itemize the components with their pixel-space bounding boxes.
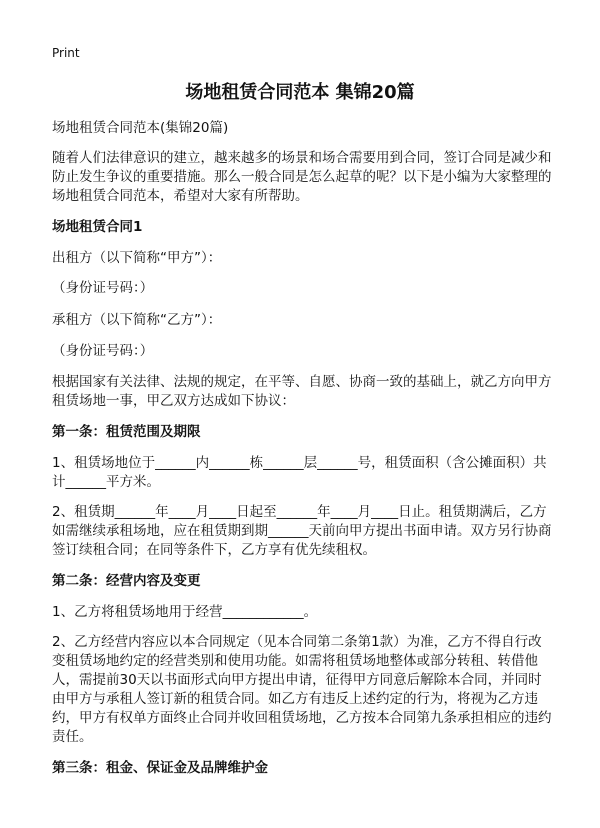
contract-heading: 场地租赁合同1 (52, 219, 143, 235)
print-link[interactable]: Print (52, 46, 80, 60)
lessor-id-line: （身份证号码：） (52, 280, 154, 296)
article1-item2: 2、租赁期______年____月____日起至______年____月____日止。租赁期满后，乙方如需继续承租场地，应在租赁期到期______天前向甲方提出书面申请。双方另行协商签订续租合同；在同等条件下，乙方享有优先续租权。 (52, 504, 552, 558)
article2-item1: 1、乙方将租赁场地用于经营____________。 (52, 604, 318, 620)
intro-paragraph: 随着人们法律意识的建立，越来越多的场景和场合需要用到合同，签订合同是减少和防止发生争议的重要措施。那么一般合同是怎么起草的呢？以下是小编为大家整理的场地租赁合同范本，希望对大家有所帮助。 (52, 150, 552, 204)
article2-item2: 2、乙方经营内容应以本合同规定（见本合同第二条第1款）为准，乙方不得自行改变租赁场地约定的经营类别和使用功能。如需将租赁场地整体或部分转租、转借他人，需提前30天以书面形式向甲方提出申请，征得甲方同意后解除本合同，并同时由甲方与承租人签订新的租赁合同。如乙方有违反上述约定的行为，将视为乙方违约，甲方有权单方面终止合同并收回租赁场地，乙方按本合同第九条承担相应的违约责任。 (52, 634, 552, 745)
preamble-paragraph: 根据国家有关法律、法规的规定，在平等、自愿、协商一致的基础上，就乙方向甲方租赁场地一事，甲乙双方达成如下协议： (52, 374, 552, 409)
lessor-line: 出租方（以下简称“甲方”）： (52, 250, 222, 266)
subtitle: 场地租赁合同范本(集锦20篇) (52, 120, 229, 136)
article2-heading: 第二条：经营内容及变更 (52, 573, 201, 589)
page-title: 场地租赁合同范本 集锦20篇 (185, 82, 415, 103)
lessee-line: 承租方（以下简称“乙方”）： (52, 312, 222, 328)
lessee-id-line: （身份证号码：） (52, 343, 154, 359)
article1-item1: 1、租赁场地位于______内______栋______层______号，租赁面积（含公摊面积）共计______平方米。 (52, 455, 547, 490)
article3-heading: 第三条：租金、保证金及品牌维护金 (52, 760, 268, 776)
article1-heading: 第一条：租赁范围及期限 (52, 424, 201, 440)
